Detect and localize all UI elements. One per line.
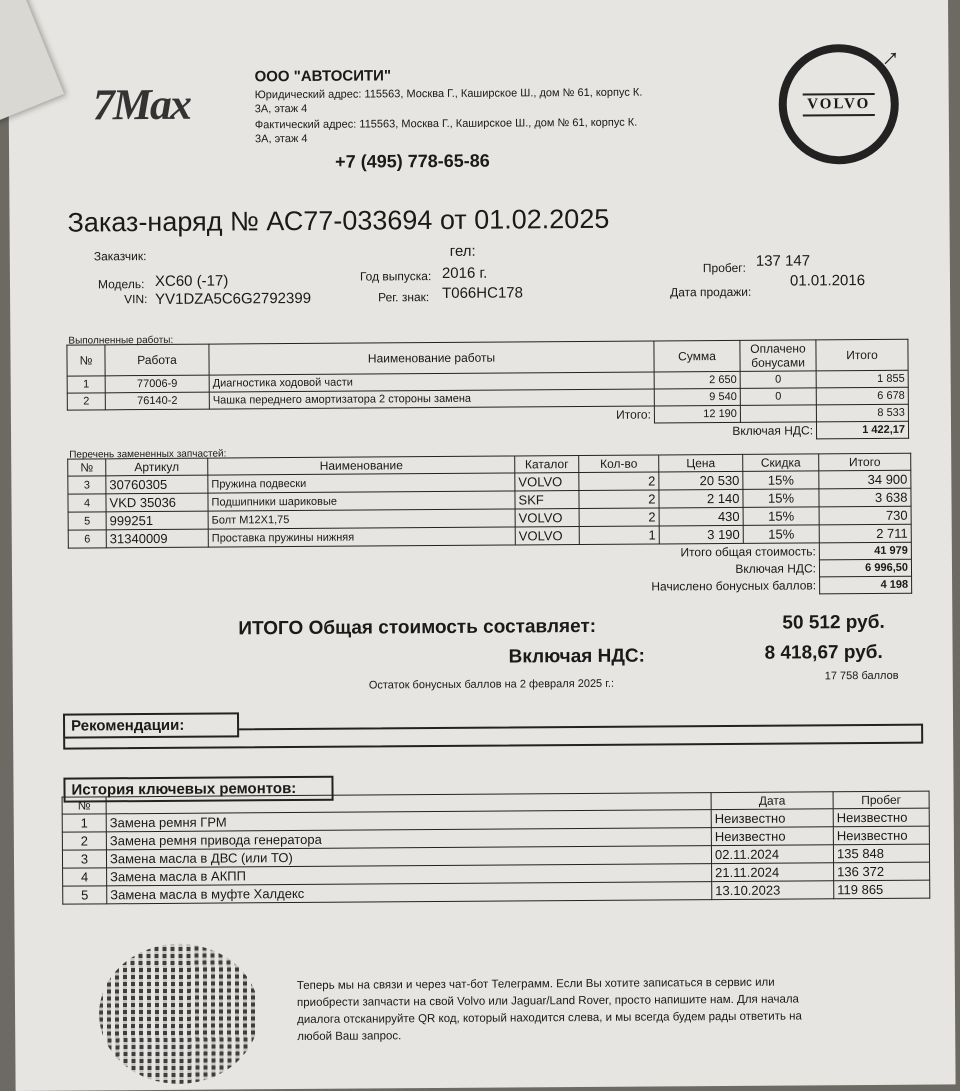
cell: 34 900 bbox=[819, 470, 911, 489]
cell: 1 bbox=[579, 526, 659, 545]
cell: 30760305 bbox=[106, 475, 208, 494]
cell: 0 bbox=[740, 371, 816, 389]
history-table bbox=[62, 791, 931, 905]
col-header: Каталог bbox=[515, 456, 579, 473]
phone-label: гел: bbox=[449, 242, 476, 260]
total-value: 8 533 bbox=[816, 404, 908, 422]
cell: Проставка пружины нижняя bbox=[208, 527, 515, 547]
cell: 119 865 bbox=[834, 880, 930, 899]
cell: 77006-9 bbox=[105, 375, 209, 393]
company-logo: 7Max bbox=[92, 79, 191, 130]
parts-table bbox=[67, 453, 912, 600]
cell: VOLVO bbox=[515, 473, 579, 491]
col-header: Артикул bbox=[106, 458, 208, 476]
cell: Болт M12X1,75 bbox=[208, 509, 515, 529]
cell: 3 638 bbox=[819, 488, 911, 507]
mileage-value: 137 147 bbox=[755, 252, 811, 270]
parts-caption: Перечень замененных запчастей: bbox=[69, 448, 227, 461]
bonus-balance-label: Остаток бонусных баллов на 2 февраля 2025 г.: bbox=[368, 677, 615, 692]
cell: Неизвестно bbox=[833, 808, 929, 827]
col-header: Пробег bbox=[833, 791, 929, 809]
col-header: Наименование bbox=[208, 456, 515, 475]
cell: Неизвестно bbox=[711, 809, 833, 828]
telegram-info-text: Теперь мы на связи и через чат-бот Телеграмм. Если Вы хотите записаться в сервис или приобрести запчасти на свой Volvo или Jaguar/Land Rover, просто напишите нам. Для начала диалога отсканируйте QR код, который находится слева, и мы всегда будем рады ответить на любой Ваш запрос. bbox=[296, 976, 802, 1044]
cell: 6 678 bbox=[816, 387, 908, 405]
cell: Чашка переднего амортизатора 2 стороны замена bbox=[209, 389, 654, 409]
vat-label: Включая НДС: bbox=[732, 423, 814, 439]
total-sum: 12 190 bbox=[654, 405, 740, 423]
vin-value: YV1DZA5C6G2792399 bbox=[155, 289, 312, 308]
cell: 730 bbox=[819, 506, 911, 525]
mileage-label: Пробег: bbox=[702, 260, 747, 276]
cell: 15% bbox=[743, 471, 819, 490]
cell: Пружина подвески bbox=[208, 473, 515, 493]
bonus-balance-value: 17 758 баллов bbox=[824, 669, 899, 683]
cell: 2 711 bbox=[819, 524, 911, 543]
cell: 15% bbox=[743, 525, 819, 544]
page-title: Заказ-наряд № АС77-033694 от 01.02.2025 bbox=[67, 203, 610, 238]
cell: 1 855 bbox=[816, 370, 908, 388]
reg-label: Рег. знак: bbox=[378, 290, 430, 305]
col-header: Итого bbox=[816, 339, 908, 371]
bonus-label: Начислено бонусных баллов: bbox=[651, 578, 817, 594]
cell: 02.11.2024 bbox=[711, 845, 833, 864]
col-header: Оплачено бонусами bbox=[740, 340, 816, 372]
cell: VOLVO bbox=[515, 527, 579, 545]
cell: 21.11.2024 bbox=[712, 863, 834, 882]
cell: 15% bbox=[743, 507, 819, 526]
cell: Замена ремня ГРМ bbox=[106, 810, 711, 832]
col-header: Скидка bbox=[743, 454, 819, 472]
cell: SKF bbox=[515, 491, 579, 509]
works-table bbox=[66, 339, 909, 445]
model-value: XC60 (-17) bbox=[154, 272, 229, 290]
cell: 6 bbox=[68, 530, 106, 548]
cell: Неизвестно bbox=[711, 827, 833, 846]
cell: 2 bbox=[62, 832, 106, 850]
col-header: Наименование работы bbox=[209, 341, 654, 375]
legal-address: Юридический адрес: 115563, Москва Г., Каширское Ш., дом № 61, корпус К. 3А, этаж 4 bbox=[254, 86, 643, 116]
col-header: № bbox=[68, 459, 106, 476]
cell: 5 bbox=[63, 886, 107, 904]
cell: 9 540 bbox=[654, 388, 740, 406]
total-label: Итого: bbox=[616, 407, 651, 423]
cell: 135 848 bbox=[833, 844, 929, 863]
cell: 2 bbox=[579, 472, 659, 491]
grand-vat-label: Включая НДС: bbox=[508, 645, 645, 668]
cell: 999251 bbox=[106, 511, 208, 530]
cell: 31340009 bbox=[106, 529, 208, 548]
cell: 76140-2 bbox=[105, 392, 209, 410]
cell: 2 bbox=[579, 508, 659, 527]
col-header: Кол-во bbox=[579, 455, 659, 473]
vat-label: Включая НДС: bbox=[735, 561, 817, 576]
model-label: Модель: bbox=[97, 277, 145, 292]
cell: 430 bbox=[659, 507, 743, 526]
reg-value: Т066НС178 bbox=[442, 284, 524, 302]
grand-vat-value: 8 418,67 руб. bbox=[764, 641, 883, 664]
year-value: 2016 г. bbox=[441, 264, 488, 282]
cell: 2 bbox=[67, 393, 105, 410]
grand-total-label: ИТОГО Общая стоимость составляет: bbox=[238, 615, 597, 640]
vat-value: 1 422,17 bbox=[816, 421, 908, 439]
actual-address: Фактический адрес: 115563, Москва Г., Каширское Ш., дом № 61, корпус К. 3А, этаж 4 bbox=[254, 116, 638, 146]
total-value: 41 979 bbox=[819, 542, 911, 560]
work-order-document bbox=[8, 0, 956, 1091]
year-label: Год выпуска: bbox=[359, 269, 432, 284]
cell: 2 140 bbox=[659, 489, 743, 508]
cell: 4 bbox=[63, 868, 107, 886]
cell: 136 372 bbox=[834, 862, 930, 881]
vin-label: VIN: bbox=[124, 292, 148, 307]
cell: Замена масла в муфте Халдекс bbox=[107, 882, 712, 904]
cell: Замена масла в ДВС (или ТО) bbox=[106, 846, 711, 868]
col-header: Цена bbox=[659, 454, 743, 472]
cell: Замена масла в АКПП bbox=[107, 864, 712, 886]
cell: Неизвестно bbox=[833, 826, 929, 845]
cell: 1 bbox=[62, 814, 106, 832]
works-caption: Выполненные работы: bbox=[68, 334, 174, 347]
cell: 13.10.2023 bbox=[712, 881, 834, 900]
sale-date-label: Дата продажи: bbox=[670, 284, 752, 300]
bonus-value: 4 198 bbox=[820, 576, 912, 594]
total-label: Итого общая стоимость: bbox=[680, 544, 816, 560]
cell: 3 bbox=[62, 850, 106, 868]
cell: Подшипники шариковые bbox=[208, 491, 515, 511]
cell: 3 bbox=[68, 476, 106, 494]
cell: 2 650 bbox=[654, 371, 740, 389]
recommendations-title: Рекомендации: bbox=[63, 712, 239, 738]
volvo-arrow-icon: → bbox=[867, 35, 907, 75]
cell: 4 bbox=[68, 494, 106, 512]
cell: Замена ремня привода генератора bbox=[106, 828, 711, 850]
company-name: ООО "АВТОСИТИ" bbox=[254, 67, 392, 86]
cell: 5 bbox=[68, 512, 106, 530]
cell: Диагностика ходовой части bbox=[209, 372, 654, 392]
company-phone: +7 (495) 778-65-86 bbox=[335, 150, 490, 172]
volvo-logo: VOLVO bbox=[778, 44, 899, 165]
telegram-qr-code[interactable] bbox=[99, 943, 260, 1084]
col-header: № bbox=[62, 797, 106, 814]
cell: 0 bbox=[740, 388, 816, 406]
cell: 2 bbox=[579, 490, 659, 509]
cell: 20 530 bbox=[659, 471, 743, 490]
cell: 15% bbox=[743, 489, 819, 508]
cell: VOLVO bbox=[515, 509, 579, 527]
cell: 3 190 bbox=[659, 525, 743, 544]
history-title: История ключевых ремонтов: bbox=[63, 776, 333, 803]
col-header: № bbox=[67, 345, 105, 376]
col-header: Дата bbox=[711, 792, 833, 810]
vat-value: 6 996,50 bbox=[819, 559, 911, 577]
customer-label: Заказчик: bbox=[93, 249, 147, 264]
cell: 1 bbox=[67, 376, 105, 393]
col-header: Работа bbox=[105, 344, 209, 376]
sale-date-value: 01.01.2016 bbox=[789, 272, 866, 290]
col-header: Сумма bbox=[654, 340, 740, 372]
grand-total-value: 50 512 руб. bbox=[782, 611, 885, 634]
cell: VKD 35036 bbox=[106, 493, 208, 512]
col-header: Итого bbox=[819, 453, 911, 471]
